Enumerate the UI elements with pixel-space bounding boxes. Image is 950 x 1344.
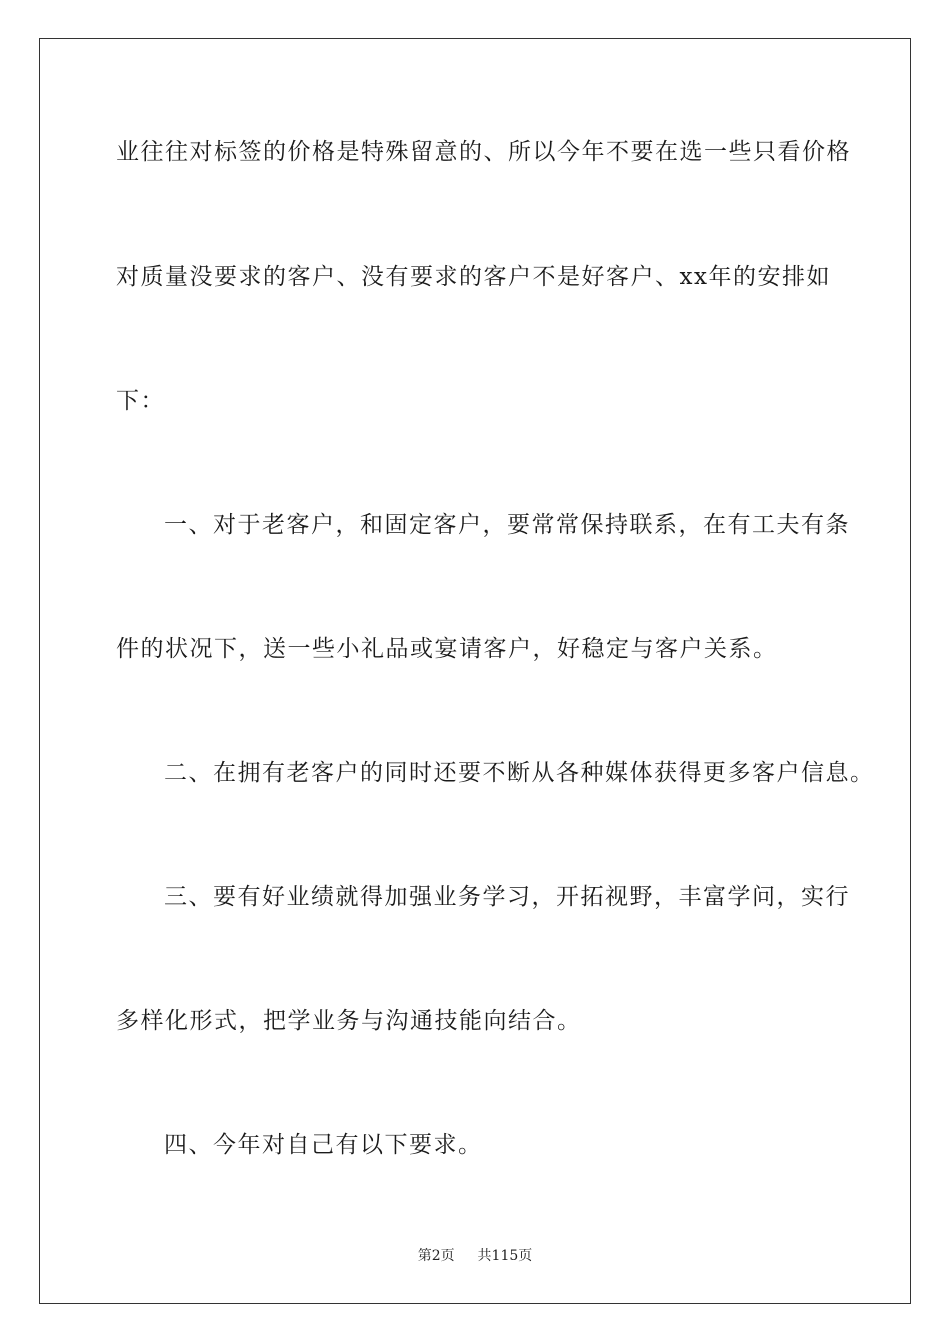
body-line-3: 下： [116, 388, 165, 414]
paragraph-1-line-1: 一、对于老客户，和固定客户，要常常保持联系，在有工夫有条 [164, 512, 850, 538]
page-footer [0, 1247, 950, 1265]
body-line-1: 业往往对标签的价格是特殊留意的、所以今年不要在选一些只看价格 [116, 139, 851, 165]
page-border [39, 38, 911, 1304]
paragraph-3-line-1: 三、要有好业绩就得加强业务学习，开拓视野，丰富学问，实行 [164, 884, 850, 910]
page-number: 第2页 [417, 1248, 455, 1264]
paragraph-2-line-1: 二、在拥有老客户的同时还要不断从各种媒体获得更多客户信息。 [164, 760, 875, 786]
body-line-2: 对质量没要求的客户、没有要求的客户不是好客户、xx年的安排如 [116, 264, 831, 290]
paragraph-1-line-2: 件的状况下，送一些小礼品或宴请客户，好稳定与客户关系。 [116, 636, 778, 662]
paragraph-4-line-1: 四、今年对自己有以下要求。 [164, 1132, 483, 1158]
total-pages: 共115页 [477, 1248, 533, 1264]
paragraph-3-line-2: 多样化形式，把学业务与沟通技能向结合。 [116, 1008, 582, 1034]
